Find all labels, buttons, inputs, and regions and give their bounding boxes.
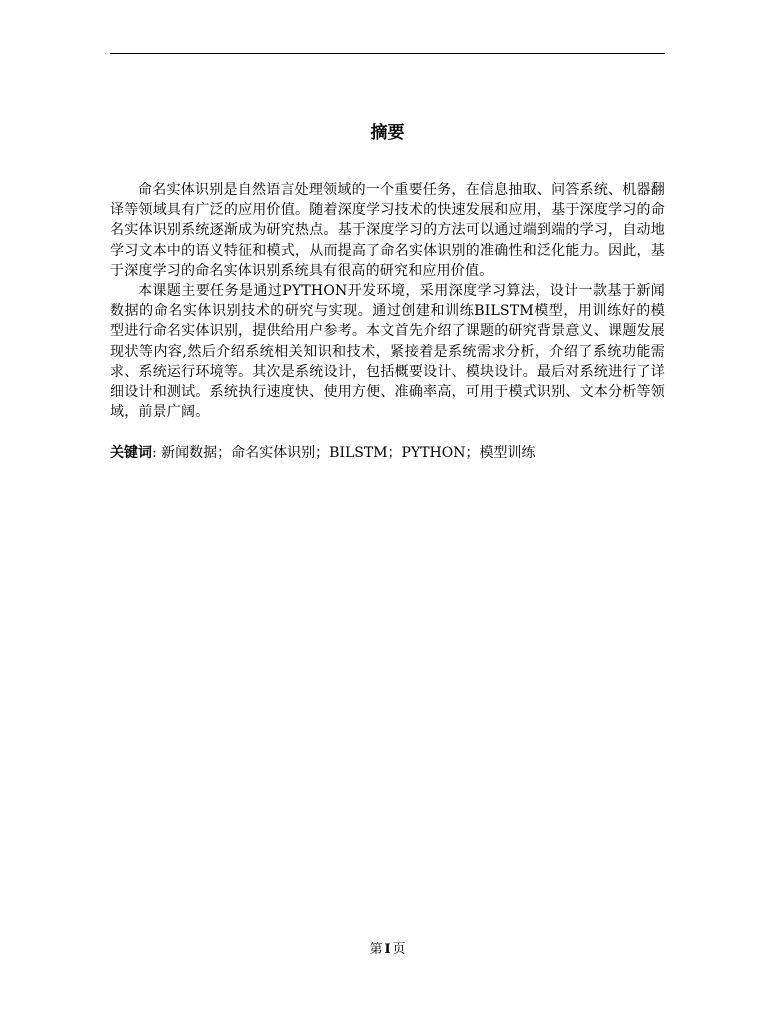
keywords-separator: : [152,445,157,461]
footer-prefix: 第 [369,942,383,957]
abstract-paragraph-2: 本课题主要任务是通过PYTHON开发环境，采用深度学习算法，设计一款基于新闻数据的命名实体识别技术的研究与实现。通过创建和训练BILSTM模型，用训练好的模型进行命名实体识别，提供给用户参考。本文首先介绍了课题的研究背景意义、课题发展现状等内容,然后介绍系统相关知识和技术，紧接着是系统需求分析，介绍了系统功能需求、系统运行环境等。其次是系统设计，包括概要设计、模块设计。最后对系统进行了详细设计和测试。系统执行速度快、使用方便、准确率高，可用于模式识别、文本分析等领域，前景广阔。 [110,283,665,421]
abstract-body [110,180,665,422]
page-number: I [384,942,391,957]
keywords-label: 关键词 [110,445,152,461]
page-footer [110,941,665,959]
keywords-line [110,443,665,463]
abstract-paragraph-1: 命名实体识别是自然语言处理领域的一个重要任务，在信息抽取、问答系统、机器翻译等领域具有广泛的应用价值。随着深度学习技术的快速发展和应用，基于深度学习的命名实体识别系统逐渐成为研究热点。基于深度学习的方法可以通过端到端的学习，自动地学习文本中的语义特征和模式，从而提高了命名实体识别的准确性和泛化能力。因此，基于深度学习的命名实体识别系统具有很高的研究和应用价值。 [110,182,665,279]
page-title: 摘要 [370,123,405,143]
keywords-text: 新闻数据；命名实体识别；BILSTM；PYTHON；模型训练 [156,445,536,461]
header-rule [110,53,665,54]
footer-suffix: 页 [392,942,406,957]
